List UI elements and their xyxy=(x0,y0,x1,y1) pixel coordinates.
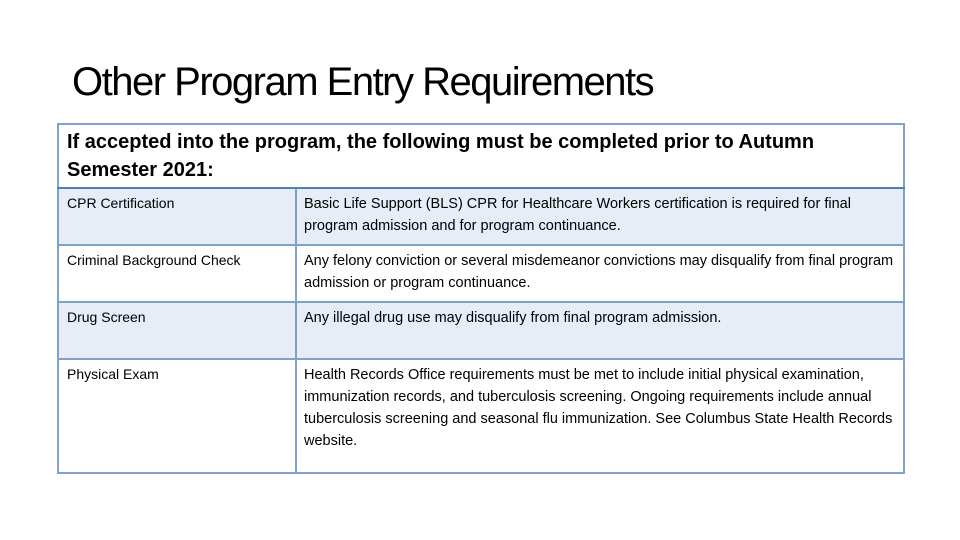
requirements-table xyxy=(57,123,905,474)
requirement-description: Basic Life Support (BLS) CPR for Healthcare Workers certification is required for final program admission and for program continuance. xyxy=(296,188,904,245)
table-row xyxy=(58,302,904,359)
requirement-description: Any felony conviction or several misdemeanor convictions may disqualify from final program admission or program continuance. xyxy=(296,245,904,302)
page-title: Other Program Entry Requirements xyxy=(72,60,654,104)
table-row xyxy=(58,188,904,245)
requirement-label: CPR Certification xyxy=(58,188,296,245)
table-row xyxy=(58,245,904,302)
requirement-description: Any illegal drug use may disqualify from final program admission. xyxy=(296,302,904,359)
table-intro: If accepted into the program, the following must be completed prior to Autumn Semester 2021: xyxy=(58,124,904,188)
table-row xyxy=(58,359,904,473)
requirement-label: Physical Exam xyxy=(58,359,296,473)
requirement-description: Health Records Office requirements must be met to include initial physical examination, immunization records, and tuberculosis screening. Ongoing requirements include annual tuberculosis screening and seasonal flu immunization. See Columbus State Health Records website. xyxy=(296,359,904,473)
table-header-row xyxy=(58,124,904,188)
requirement-label: Criminal Background Check xyxy=(58,245,296,302)
requirement-label: Drug Screen xyxy=(58,302,296,359)
